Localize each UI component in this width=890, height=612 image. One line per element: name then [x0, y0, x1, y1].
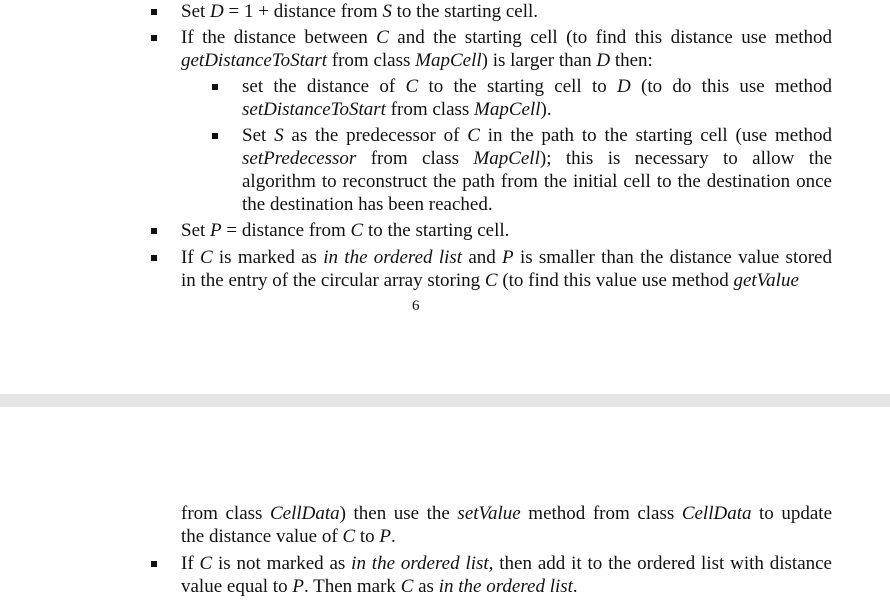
italic-run: in the ordered list: [351, 553, 489, 574]
page-separator: [0, 394, 890, 407]
italic-run: MapCell: [415, 50, 482, 71]
bullet-marker: [151, 561, 157, 567]
text-line: [181, 552, 832, 575]
italic-run: getDistanceToStart: [181, 50, 328, 71]
text-line: [242, 124, 832, 147]
text-line: [181, 49, 653, 72]
italic-run: P: [379, 526, 392, 547]
italic-run: getValue: [733, 270, 799, 291]
text-line: [242, 75, 832, 98]
text-line: [181, 26, 832, 49]
italic-run: MapCell: [473, 148, 540, 169]
bullet-marker: [151, 35, 157, 41]
page-number: 6: [412, 298, 420, 314]
italic-run: CellData: [269, 503, 340, 524]
text-line: [181, 575, 578, 598]
text-run: the destination has been reached.: [242, 194, 493, 215]
italic-run: C: [342, 526, 356, 547]
text-run: to the starting cell.: [363, 220, 510, 241]
text-run: then:: [610, 50, 653, 71]
text-run: is smaller than the distance value stored: [513, 247, 832, 268]
text-run: in the path to the starting cell (use method: [479, 125, 832, 146]
text-run: = 1 + distance from: [223, 1, 383, 22]
italic-run: C: [199, 553, 213, 574]
text-line: [181, 246, 832, 269]
text-run: in the entry of the circular array storing: [181, 270, 485, 291]
italic-run: in the ordered list: [323, 247, 463, 268]
italic-run: P: [210, 220, 222, 241]
text-line: [181, 269, 799, 292]
italic-run: C: [400, 576, 414, 597]
text-run: Set: [242, 125, 275, 146]
text-run: to update: [751, 503, 833, 524]
text-run: is marked as: [212, 247, 324, 268]
text-run: from class: [327, 50, 416, 71]
bullet-marker: [151, 228, 157, 234]
bullet-marker: [212, 133, 218, 139]
text-run: to the starting cell.: [391, 1, 539, 22]
text-run: from class: [356, 148, 474, 169]
text-run: method from class: [520, 503, 682, 524]
text-run: If: [181, 247, 200, 268]
text-run: ); this is necessary to allow the: [539, 148, 832, 169]
italic-run: setValue: [457, 503, 521, 524]
italic-run: S: [274, 125, 284, 146]
italic-run: C: [405, 76, 419, 97]
text-line: [181, 0, 538, 23]
text-run: from class: [385, 99, 475, 120]
italic-run: D: [210, 1, 224, 22]
text-run: Set: [181, 220, 211, 241]
bullet-marker: [212, 84, 218, 90]
italic-run: D: [596, 50, 611, 71]
text-line: [181, 525, 396, 548]
italic-run: C: [350, 220, 364, 241]
text-run: as: [413, 576, 439, 597]
text-run: value equal to: [181, 576, 293, 597]
text-run: (to find this value use method: [497, 270, 734, 291]
text-line: [242, 193, 493, 216]
text-line: [242, 98, 552, 121]
italic-run: C: [467, 125, 480, 146]
text-run: and: [462, 247, 503, 268]
italic-run: P: [292, 576, 304, 597]
text-run: If the distance between: [181, 27, 377, 48]
text-run: the distance value of: [181, 526, 343, 547]
text-run: algorithm to reconstruct the path from the initial cell to the destination once: [242, 171, 832, 192]
text-run: . Then mark: [303, 576, 401, 597]
text-run: ) is larger than: [481, 50, 597, 71]
text-run: .: [391, 526, 396, 547]
italic-run: in the ordered list: [438, 576, 573, 597]
text-line: [242, 147, 832, 170]
bullet-marker: [151, 255, 157, 261]
italic-run: S: [382, 1, 392, 22]
text-run: and the starting cell (to find this distance use method: [388, 27, 833, 48]
text-run: as the predecessor of: [283, 125, 468, 146]
text-run: ) then use the: [339, 503, 458, 524]
italic-run: P: [502, 247, 514, 268]
italic-run: setPredecessor: [242, 148, 357, 169]
text-line: [181, 219, 509, 242]
italic-run: setDistanceToStart: [242, 99, 386, 120]
italic-run: C: [484, 270, 498, 291]
text-run: from class: [181, 503, 270, 524]
text-run: = distance from: [221, 220, 351, 241]
text-run: is not marked as: [212, 553, 352, 574]
text-run: set the distance of: [242, 76, 406, 97]
italic-run: MapCell: [474, 99, 541, 120]
text-run: Set: [181, 1, 211, 22]
text-run: , then add it to the ordered list with distance: [488, 553, 832, 574]
text-line: [242, 170, 832, 193]
text-run: If: [181, 553, 200, 574]
italic-run: D: [617, 76, 631, 97]
text-line: [181, 502, 832, 525]
bullet-marker: [151, 9, 157, 15]
italic-run: CellData: [681, 503, 752, 524]
document-page-bottom: [0, 407, 890, 612]
text-run: to: [355, 526, 380, 547]
text-run: to the starting cell to: [418, 76, 618, 97]
text-run: .: [572, 576, 578, 597]
text-run: ).: [540, 99, 552, 120]
text-run: (to do this use method: [630, 76, 832, 97]
italic-run: C: [199, 247, 213, 268]
italic-run: C: [376, 27, 389, 48]
